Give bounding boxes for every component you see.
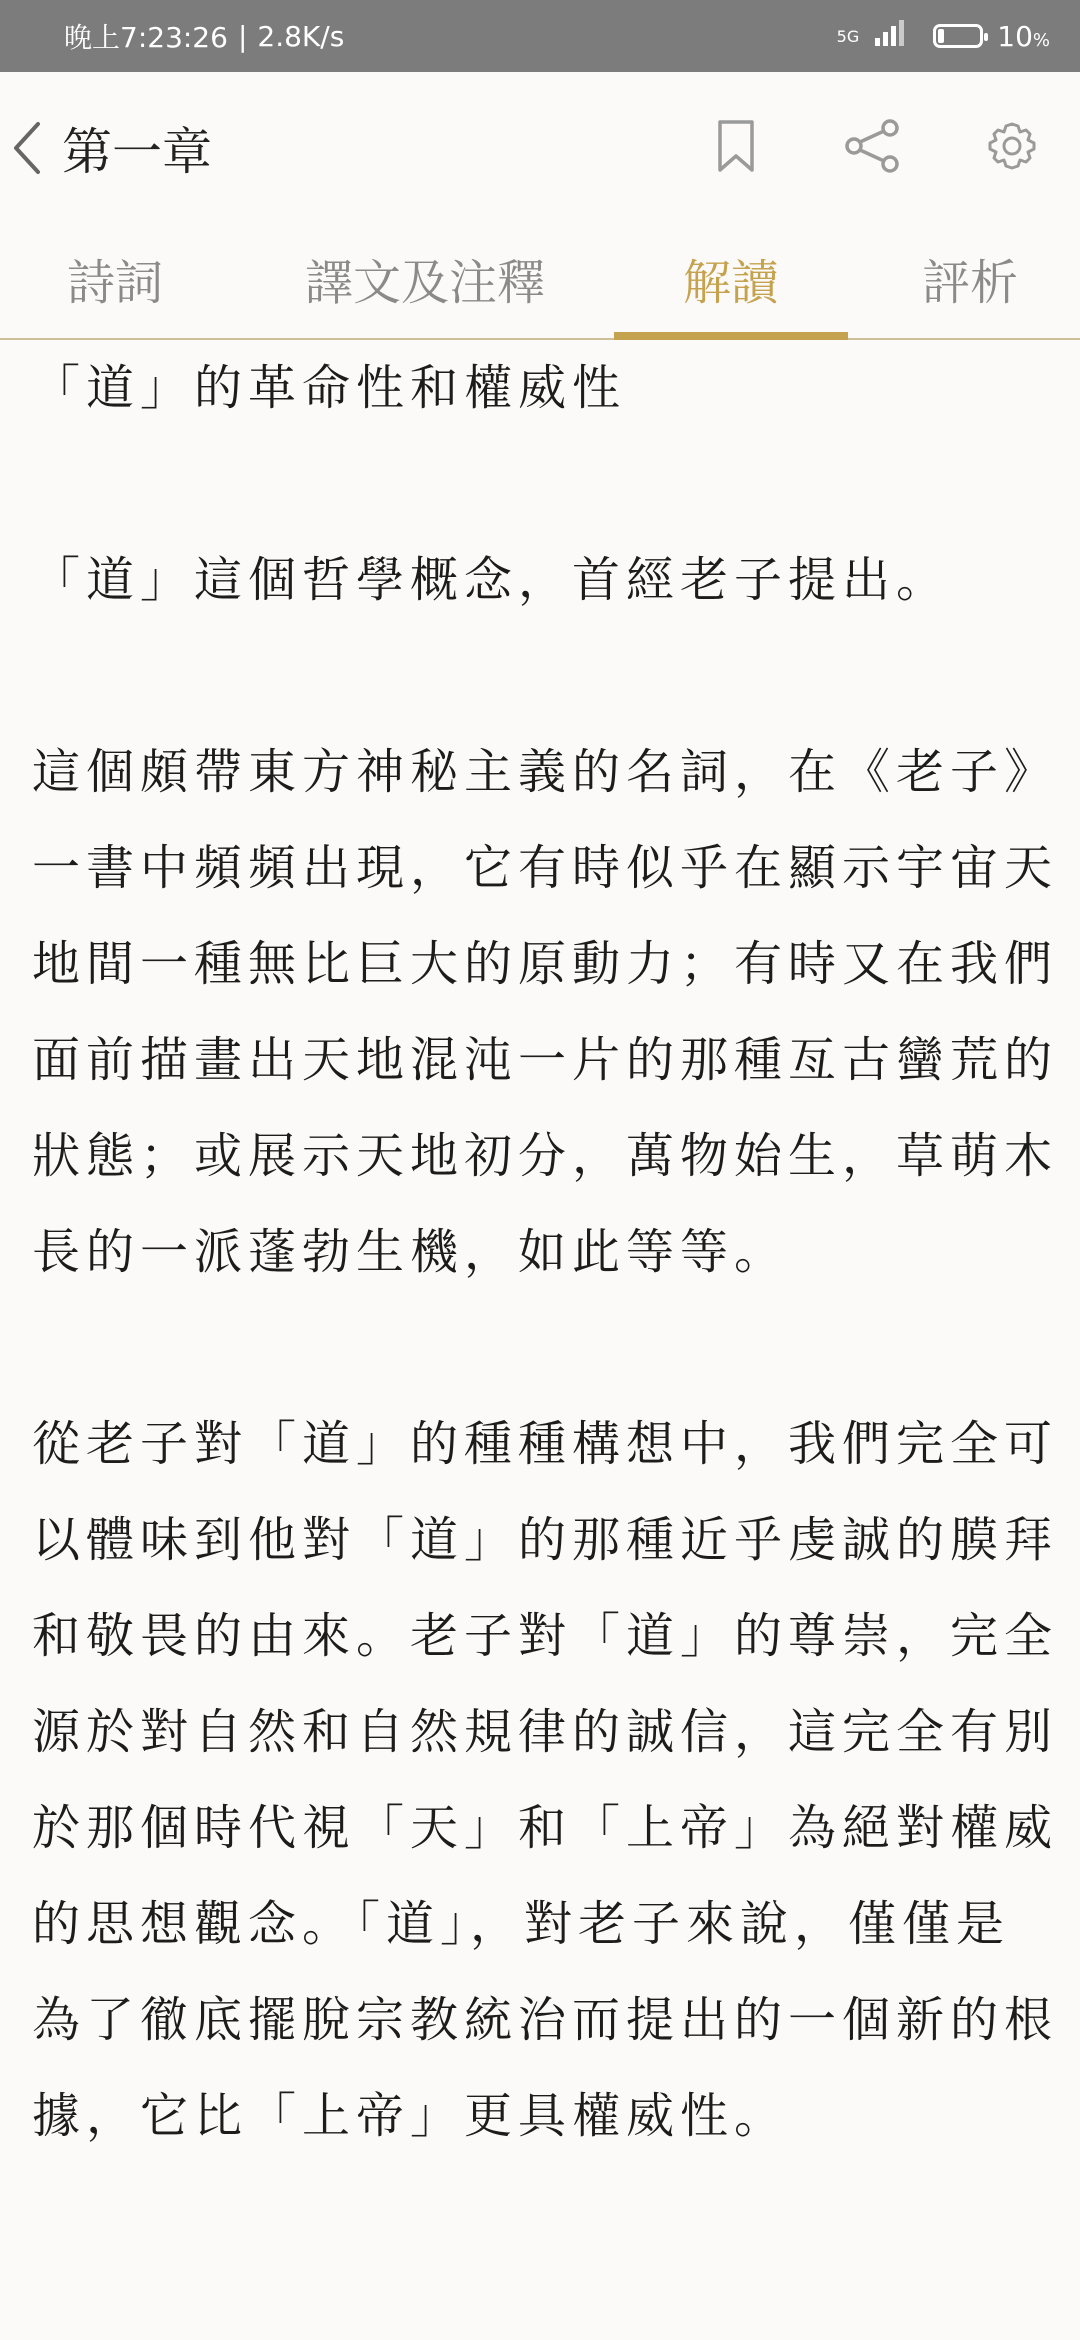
article-content — [32, 340, 1062, 2260]
page-title: 第一章 — [62, 123, 212, 181]
settings-button[interactable] — [982, 116, 1042, 176]
active-tab-indicator — [614, 332, 848, 340]
app-header — [0, 72, 1080, 218]
article-paragraph: 從老子對「道」的種種構想中，我們完全可以體味到他對「道」的那種近乎虔誠的膜拜和敬畏的由來。老子對「道」的尊崇，完全源於對自然和自然規律的誠信，這完全有別於那個時代視「天」和「上帝」為絕對權威的思想觀念。「道」，對老子來說，僅僅是為了徹底擺脫宗教統治而提出的一個新的根據，它比「上帝」更具權威性。 — [32, 1416, 1059, 2144]
status-bar — [0, 0, 1080, 72]
share-icon — [842, 116, 902, 176]
article-heading: 「道」的革命性和權威性 — [32, 360, 627, 416]
status-time: 晚上7:23:26 — [64, 21, 228, 54]
tab-translation-label: 譯文及注釋 — [304, 254, 545, 311]
tab-commentary-label: 評析 — [921, 254, 1018, 311]
signal-icon — [873, 18, 919, 55]
bookmark-button[interactable] — [706, 116, 766, 176]
tab-bar — [0, 218, 1080, 340]
tab-poem[interactable] — [20, 218, 210, 338]
bookmark-icon — [706, 116, 766, 176]
tab-poem-label: 詩詞 — [66, 254, 163, 311]
tab-commentary[interactable] — [880, 218, 1060, 338]
network-type: 5G — [836, 26, 860, 46]
tab-interpretation-label: 解讀 — [682, 254, 779, 311]
battery-icon — [933, 24, 983, 48]
status-network-speed: 2.8K/s — [257, 19, 345, 53]
article-paragraph: 這個頗帶東方神秘主義的名詞，在《老子》一書中頻頻出現，它有時似乎在顯示宇宙天地間一種無比巨大的原動力；有時又在我們面前描畫出天地混沌一片的那種亙古蠻荒的狀態；或展示天地初分，萬物始生，草萌木長的一派蓬勃生機，如此等等。 — [32, 744, 1059, 1280]
gear-icon — [982, 116, 1042, 176]
article-paragraph: 「道」這個哲學概念，首經老子提出。 — [32, 552, 951, 608]
status-separator: | — [237, 19, 248, 53]
share-button[interactable] — [842, 116, 902, 176]
back-button[interactable] — [8, 118, 48, 178]
tab-interpretation[interactable] — [614, 218, 848, 338]
chevron-left-icon — [8, 118, 48, 178]
battery-level: 10% — [997, 19, 1050, 53]
status-left — [64, 16, 344, 56]
status-right — [837, 18, 1050, 55]
tab-translation[interactable] — [270, 218, 580, 338]
